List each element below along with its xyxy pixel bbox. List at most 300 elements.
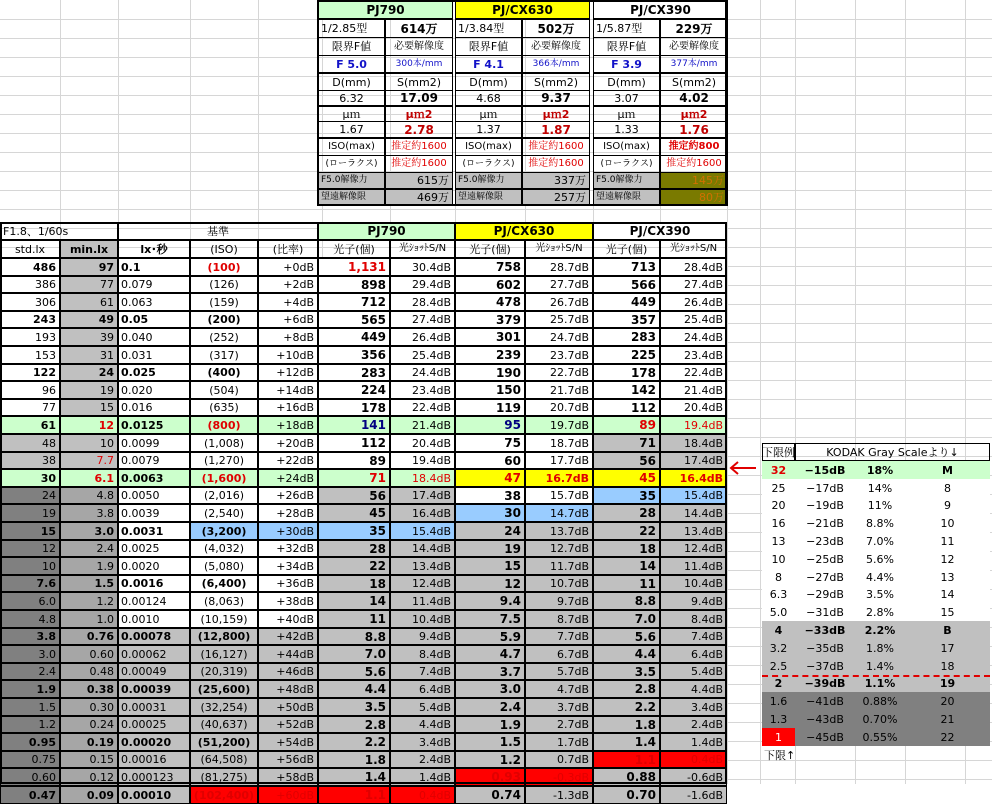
lx-sec-cell: 0.031 — [118, 346, 190, 364]
shot-sn: 9.4dB — [390, 628, 455, 645]
photon-count: 1,131 — [318, 258, 390, 276]
pixel-count: 229万 — [660, 19, 728, 38]
ratio-cell: +52dB — [258, 716, 318, 733]
shot-sn: 21.7dB — [525, 381, 593, 399]
shot-sn: 19.4dB — [390, 452, 455, 469]
std-lx-cell: 2.4 — [0, 663, 60, 680]
f50-value: 145万 — [660, 172, 728, 189]
shot-sn: 12.4dB — [660, 540, 727, 557]
min-lx-cell: 0.76 — [60, 628, 118, 645]
photon-count: 141 — [318, 416, 390, 434]
rolaux-label: (ローラクス) — [318, 155, 385, 173]
iso-cell: (1,600) — [190, 469, 258, 487]
iso-cell: (51,200) — [190, 733, 258, 751]
res-label: 必要解像度 — [660, 37, 728, 56]
min-lx-cell: 0.12 — [60, 768, 118, 786]
kodak-percent: 1.1% — [855, 675, 905, 692]
d-value: 3.07 — [593, 90, 660, 106]
photon-count: 95 — [455, 416, 525, 434]
photon-count: 7.5 — [455, 610, 525, 628]
iso-cell: (1,008) — [190, 434, 258, 452]
kodak-step: 11 — [905, 532, 990, 550]
shot-sn: 27.4dB — [390, 311, 455, 328]
kodak-db: −25dB — [795, 550, 855, 568]
telephoto-value: 80万 — [660, 189, 728, 206]
shot-sn: 10.4dB — [660, 575, 727, 592]
photon-count: 758 — [455, 258, 525, 276]
kodak-step: 9 — [905, 497, 990, 514]
photon-count: 190 — [455, 364, 525, 381]
photon-count: 35 — [318, 522, 390, 540]
photon-count: 18 — [318, 575, 390, 592]
kodak-value: 4 — [762, 621, 795, 639]
kodak-step: 13 — [905, 568, 990, 586]
std-lx-cell: 243 — [0, 311, 60, 328]
photon-count: 7.0 — [318, 645, 390, 663]
iso-cell: (4,032) — [190, 540, 258, 557]
kodak-step: B — [905, 621, 990, 639]
min-lx-cell: 1.0 — [60, 610, 118, 628]
kodak-db: −33dB — [795, 621, 855, 639]
lx-sec-cell: 0.079 — [118, 276, 190, 293]
ratio-cell: +40dB — [258, 610, 318, 628]
shot-sn: 0.4dB — [390, 786, 455, 804]
lx-sec-cell: 0.00031 — [118, 698, 190, 716]
min-lx-cell: 24 — [60, 364, 118, 381]
column-header: 光子(個) — [318, 240, 390, 258]
min-lx-cell: 7.7 — [60, 452, 118, 469]
std-lx-cell: 0.75 — [0, 751, 60, 768]
photon-count: 22 — [593, 522, 660, 540]
shot-sn: 19.4dB — [660, 416, 727, 434]
min-lx-cell: 97 — [60, 258, 118, 276]
shot-sn: 7.7dB — [525, 628, 593, 645]
photon-count: 150 — [455, 381, 525, 399]
lx-sec-cell: 0.0020 — [118, 557, 190, 575]
iso-cell: (252) — [190, 328, 258, 346]
photon-count: 18 — [593, 540, 660, 557]
photon-count: 449 — [318, 328, 390, 346]
std-lx-cell: 15 — [0, 522, 60, 540]
shot-sn: 7.4dB — [660, 628, 727, 645]
shot-sn: 4.4dB — [390, 716, 455, 733]
photon-count: 225 — [593, 346, 660, 364]
min-lx-cell: 77 — [60, 276, 118, 293]
photon-count: 12 — [455, 575, 525, 592]
lx-sec-cell: 0.00078 — [118, 628, 190, 645]
shot-sn: 18.4dB — [660, 434, 727, 452]
kodak-percent: 5.6% — [855, 550, 905, 568]
f50-value: 337万 — [522, 172, 590, 189]
shot-sn: 24.4dB — [390, 364, 455, 381]
photon-count: 7.0 — [593, 610, 660, 628]
res-label: 必要解像度 — [385, 37, 453, 56]
isomax-label: ISO(max) — [318, 138, 385, 156]
iso-cell: (126) — [190, 276, 258, 293]
s-value: 9.37 — [522, 90, 590, 106]
min-lx-cell: 0.48 — [60, 663, 118, 680]
std-lx-cell: 7.6 — [0, 575, 60, 592]
photon-count: 449 — [593, 293, 660, 311]
ratio-cell: +34dB — [258, 557, 318, 575]
photon-count: 1.5 — [455, 733, 525, 751]
kodak-step: 14 — [905, 586, 990, 603]
kodak-step: 12 — [905, 550, 990, 568]
min-lx-cell: 49 — [60, 311, 118, 328]
min-lx-cell: 0.24 — [60, 716, 118, 733]
kodak-percent: 14% — [855, 479, 905, 497]
min-lx-cell: 15 — [60, 399, 118, 416]
f50-label: F5.0解像力 — [318, 172, 385, 189]
kodak-step: 15 — [905, 603, 990, 621]
shot-sn: -0.3dB — [525, 768, 593, 786]
shot-sn: -0.6dB — [660, 768, 727, 786]
column-header: (ISO) — [190, 240, 258, 258]
photon-count: 1.2 — [455, 751, 525, 768]
shot-sn: 13.4dB — [390, 557, 455, 575]
um-label: μｍ — [318, 106, 385, 122]
d-value: 4.68 — [455, 90, 522, 106]
shot-sn: 20.7dB — [525, 399, 593, 416]
telephoto-value: 257万 — [522, 189, 590, 206]
std-lx-cell: 12 — [0, 540, 60, 557]
std-lx-cell: 30 — [0, 469, 60, 487]
std-lx-cell: 6.0 — [0, 592, 60, 610]
s-value: 4.02 — [660, 90, 728, 106]
shot-sn: 18.4dB — [390, 469, 455, 487]
iso-cell: (6,400) — [190, 575, 258, 592]
lx-sec-cell: 0.0031 — [118, 522, 190, 540]
main-table-border — [0, 222, 727, 784]
shot-sn: 15.7dB — [525, 487, 593, 504]
iso-cell: (2,540) — [190, 504, 258, 522]
photon-count: 30 — [455, 504, 525, 522]
kodak-value: 25 — [762, 479, 795, 497]
iso-cell: (635) — [190, 399, 258, 416]
std-lx-header: std.lx — [0, 240, 60, 258]
rolaux-label: (ローラクス) — [455, 155, 522, 173]
ratio-cell: +30dB — [258, 522, 318, 540]
kodak-value: 10 — [762, 550, 795, 568]
shot-sn: 2.7dB — [525, 716, 593, 733]
photon-count: 602 — [455, 276, 525, 293]
arrow-left-icon — [728, 460, 758, 476]
shot-sn: 18.7dB — [525, 434, 593, 452]
std-lx-cell: 77 — [0, 399, 60, 416]
um2-label: μｍ2 — [385, 106, 453, 122]
iso-estimate-b: 推定約1600 — [385, 155, 453, 173]
kodak-db: −41dB — [795, 692, 855, 710]
lx-sec-cell: 0.00062 — [118, 645, 190, 663]
kodak-percent: 2.8% — [855, 603, 905, 621]
photon-count: 283 — [593, 328, 660, 346]
shot-sn: 16.4dB — [390, 504, 455, 522]
kodak-percent: 0.88% — [855, 692, 905, 710]
min-lx-cell: 1.5 — [60, 575, 118, 592]
kodak-step: 20 — [905, 692, 990, 710]
std-lx-cell: 61 — [0, 416, 60, 434]
photon-count: 11 — [318, 610, 390, 628]
min-lx-cell: 12 — [60, 416, 118, 434]
iso-cell: (32,254) — [190, 698, 258, 716]
shot-sn: 0.4dB — [660, 751, 727, 768]
lx-sec-cell: 0.000123 — [118, 768, 190, 786]
flimit-label: 限界F値 — [455, 37, 522, 56]
kodak-percent: 4.4% — [855, 568, 905, 586]
kodak-value: 8 — [762, 568, 795, 586]
shot-sn: 5.7dB — [525, 663, 593, 680]
um2-label: μｍ2 — [522, 106, 590, 122]
shot-sn: 5.4dB — [660, 663, 727, 680]
photon-count: 565 — [318, 311, 390, 328]
lx-sec-cell: 0.016 — [118, 399, 190, 416]
photon-count: 89 — [593, 416, 660, 434]
photon-count: 5.6 — [318, 663, 390, 680]
shot-sn: 9.4dB — [660, 592, 727, 610]
shot-sn: 23.4dB — [660, 346, 727, 364]
shot-sn: 26.4dB — [660, 293, 727, 311]
shot-sn: 4.7dB — [525, 680, 593, 698]
sensor-size: 1/5.87型 — [593, 19, 660, 38]
kodak-step: 17 — [905, 639, 990, 657]
photon-count: 38 — [455, 487, 525, 504]
shot-sn: 5.4dB — [390, 698, 455, 716]
ratio-cell: +10dB — [258, 346, 318, 364]
shot-sn: 8.4dB — [390, 645, 455, 663]
iso-cell: (800) — [190, 416, 258, 434]
std-lx-cell: 1.9 — [0, 680, 60, 698]
photon-count: 3.5 — [318, 698, 390, 716]
s-label: S(mm2) — [660, 73, 728, 91]
photon-count: 47 — [455, 469, 525, 487]
min-lx-cell: 0.19 — [60, 733, 118, 751]
ratio-cell: +24dB — [258, 469, 318, 487]
std-lx-cell: 0.47 — [0, 786, 60, 804]
shot-sn: 14.4dB — [390, 540, 455, 557]
photon-count: 4.4 — [318, 680, 390, 698]
photon-count: 713 — [593, 258, 660, 276]
lx-sec-cell: 0.1 — [118, 258, 190, 276]
photon-count: 357 — [593, 311, 660, 328]
kijun-header: 基準 — [118, 222, 318, 240]
shot-sn: 15.4dB — [660, 487, 727, 504]
res-label: 必要解像度 — [522, 37, 590, 56]
iso-cell: (5,080) — [190, 557, 258, 575]
gridline-h — [0, 209, 992, 210]
kodak-db: −43dB — [795, 710, 855, 728]
shot-sn: 13.4dB — [660, 522, 727, 540]
shot-sn: 27.7dB — [525, 276, 593, 293]
camera-header: PJ/CX390 — [593, 0, 728, 19]
lx-sec-cell: 0.05 — [118, 311, 190, 328]
min-lx-cell: 0.15 — [60, 751, 118, 768]
min-lx-cell: 3.0 — [60, 522, 118, 540]
lx-sec-cell: 0.0099 — [118, 434, 190, 452]
shot-sn: -1.6dB — [660, 786, 727, 804]
ratio-cell: +0dB — [258, 258, 318, 276]
kodak-step: 21 — [905, 710, 990, 728]
std-lx-cell: 3.0 — [0, 645, 60, 663]
shot-sn: 28.4dB — [660, 258, 727, 276]
um2-label: μｍ2 — [660, 106, 728, 122]
iso-cell: (16,127) — [190, 645, 258, 663]
kodak-db: −17dB — [795, 479, 855, 497]
ratio-cell: +26dB — [258, 487, 318, 504]
shot-sn: 24.4dB — [660, 328, 727, 346]
lx-sec-cell: 0.063 — [118, 293, 190, 311]
photon-count: 178 — [593, 364, 660, 381]
shot-sn: 4.4dB — [660, 680, 727, 698]
photon-count: 1.1 — [318, 786, 390, 804]
photon-count: 0.74 — [455, 786, 525, 804]
kodak-value: 2.5 — [762, 657, 795, 675]
shot-sn: 23.7dB — [525, 346, 593, 364]
photon-count: 24 — [455, 522, 525, 540]
telephoto-label: 望遠解像限 — [593, 189, 660, 206]
photon-count: 178 — [318, 399, 390, 416]
d-label: D(mm) — [455, 73, 522, 91]
photon-count: 45 — [318, 504, 390, 522]
photon-count: 566 — [593, 276, 660, 293]
ratio-cell: +38dB — [258, 592, 318, 610]
camera-header: PJ790 — [318, 0, 453, 19]
iso-estimate-a: 推定約800 — [660, 138, 728, 156]
min-lx-cell: 3.8 — [60, 504, 118, 522]
isomax-label: ISO(max) — [455, 138, 522, 156]
lx-sec-cell: 0.0025 — [118, 540, 190, 557]
iso-cell: (10,159) — [190, 610, 258, 628]
shot-sn: 11.4dB — [660, 557, 727, 575]
photon-count: 119 — [455, 399, 525, 416]
lx-sec-cell: 0.0050 — [118, 487, 190, 504]
column-header: 光ｼｮｯﾄS/N — [660, 240, 727, 258]
photon-count: 9.4 — [455, 592, 525, 610]
shot-sn: 25.4dB — [660, 311, 727, 328]
ratio-cell: +14dB — [258, 381, 318, 399]
photon-count: 1.9 — [455, 716, 525, 733]
iso-cell: (25,600) — [190, 680, 258, 698]
kodak-db: −29dB — [795, 586, 855, 603]
ratio-cell: +28dB — [258, 504, 318, 522]
photon-count: 2.2 — [318, 733, 390, 751]
kodak-db: −37dB — [795, 657, 855, 675]
ratio-cell: +60dB — [258, 786, 318, 804]
shot-sn: 6.4dB — [390, 680, 455, 698]
iso-cell: (64,508) — [190, 751, 258, 768]
photon-count: 356 — [318, 346, 390, 364]
photon-count: 224 — [318, 381, 390, 399]
min-lx-cell: 0.09 — [60, 786, 118, 804]
flimit-value: F 4.1 — [455, 55, 522, 73]
kodak-value: 13 — [762, 532, 795, 550]
lx-sec-cell: 0.040 — [118, 328, 190, 346]
photon-count: 8.8 — [593, 592, 660, 610]
column-header: 光ｼｮｯﾄS/N — [525, 240, 593, 258]
ratio-cell: +18dB — [258, 416, 318, 434]
shot-sn: 15.4dB — [390, 522, 455, 540]
kodak-db: −45dB — [795, 728, 855, 746]
ratio-cell: +2dB — [258, 276, 318, 293]
sensor-size: 1/3.84型 — [455, 19, 522, 38]
kagen-bottom-label: 下限↑ — [764, 748, 796, 762]
iso-cell: (1,270) — [190, 452, 258, 469]
photon-count: 0.88 — [593, 768, 660, 786]
std-lx-cell: 96 — [0, 381, 60, 399]
kodak-value: 32 — [762, 461, 795, 479]
kodak-value: 1.3 — [762, 710, 795, 728]
ratio-cell: +48dB — [258, 680, 318, 698]
photon-count: 28 — [318, 540, 390, 557]
shot-sn: 30.4dB — [390, 258, 455, 276]
photon-count: 0.70 — [593, 786, 660, 804]
flimit-label: 限界F値 — [593, 37, 660, 56]
min-lx-cell: 19 — [60, 381, 118, 399]
iso-cell: (100) — [190, 258, 258, 276]
res-value: 300本/mm — [385, 55, 453, 73]
kodak-value: 1 — [762, 728, 795, 746]
camera-header: PJ/CX630 — [455, 222, 593, 240]
shot-sn: 19.7dB — [525, 416, 593, 434]
photon-count: 379 — [455, 311, 525, 328]
f50-label: F5.0解像力 — [593, 172, 660, 189]
std-lx-cell: 122 — [0, 364, 60, 381]
photon-count: 35 — [593, 487, 660, 504]
kodak-percent: 2.2% — [855, 621, 905, 639]
kodak-percent: 0.55% — [855, 728, 905, 746]
min-lx-cell: 1.2 — [60, 592, 118, 610]
shot-sn: 11.7dB — [525, 557, 593, 575]
iso-cell: (81,275) — [190, 768, 258, 786]
std-lx-cell: 306 — [0, 293, 60, 311]
lx-sec-cell: 0.0039 — [118, 504, 190, 522]
shot-sn: 2.4dB — [660, 716, 727, 733]
iso-cell: (400) — [190, 364, 258, 381]
shot-sn: 22.4dB — [390, 399, 455, 416]
photon-count: 5.6 — [593, 628, 660, 645]
um-label: μｍ — [593, 106, 660, 122]
ratio-cell: +46dB — [258, 663, 318, 680]
kodak-value: 16 — [762, 514, 795, 532]
photon-count: 5.9 — [455, 628, 525, 645]
shot-sn: 14.4dB — [660, 504, 727, 522]
std-lx-cell: 1.5 — [0, 698, 60, 716]
lx-sec-cell: 0.025 — [118, 364, 190, 381]
photon-count: 3.5 — [593, 663, 660, 680]
ratio-cell: +4dB — [258, 293, 318, 311]
kodak-step: M — [905, 461, 990, 479]
photon-count: 8.8 — [318, 628, 390, 645]
kodak-db: −35dB — [795, 639, 855, 657]
kodak-step: 8 — [905, 479, 990, 497]
kodak-percent: 0.70% — [855, 710, 905, 728]
shot-sn: 6.4dB — [660, 645, 727, 663]
photon-count: 283 — [318, 364, 390, 381]
kodak-db: −15dB — [795, 461, 855, 479]
min-lx-header: min.lx — [60, 240, 118, 258]
shot-sn: 29.4dB — [390, 276, 455, 293]
shot-sn: 12.4dB — [390, 575, 455, 592]
photon-count: 3.0 — [455, 680, 525, 698]
lx-sec-cell: 0.0079 — [118, 452, 190, 469]
photon-count: 28 — [593, 504, 660, 522]
photon-count: 112 — [318, 434, 390, 452]
min-lx-cell: 0.60 — [60, 645, 118, 663]
sensor-size: 1/2.85型 — [318, 19, 385, 38]
lx-sec-cell: 0.00039 — [118, 680, 190, 698]
photon-count: 1.1 — [593, 751, 660, 768]
lx-sec-cell: 0.0063 — [118, 469, 190, 487]
d-label: D(mm) — [593, 73, 660, 91]
